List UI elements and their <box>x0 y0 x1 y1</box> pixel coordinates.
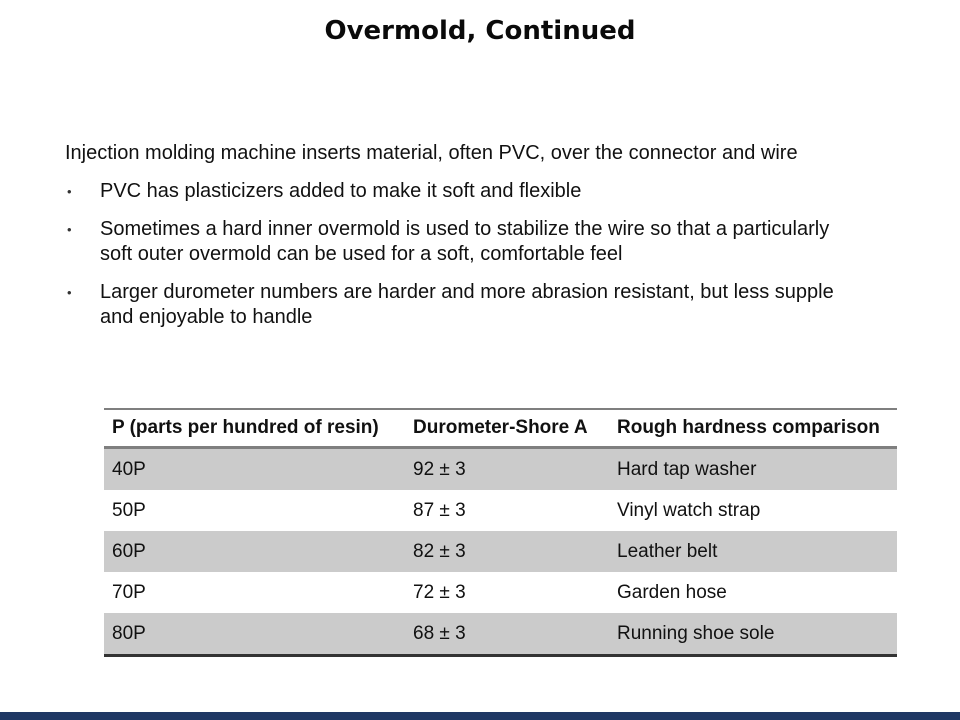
table-header-row <box>104 410 897 449</box>
table-header-cell-durometer: Durometer-Shore A <box>413 417 588 438</box>
table-header-cell-php: P (parts per hundred of resin) <box>112 417 379 438</box>
durometer-table <box>104 408 897 657</box>
table-cell: 70P <box>112 581 146 603</box>
table-cell: 68 ± 3 <box>413 622 466 644</box>
bullet-text: PVC has plasticizers added to make it soft and flexible <box>100 180 582 202</box>
table-cell: Vinyl watch strap <box>617 499 761 521</box>
slide-title: Overmold, Continued <box>324 16 636 46</box>
table-row <box>104 613 897 654</box>
table-cell: Running shoe sole <box>617 622 775 644</box>
table-row <box>104 490 897 531</box>
footer-accent-bar <box>0 712 960 720</box>
table-cell: Garden hose <box>617 581 727 603</box>
table-cell: 40P <box>112 458 146 480</box>
table-header-cell-comparison: Rough hardness comparison <box>617 417 880 438</box>
table-cell: Hard tap washer <box>617 458 757 480</box>
bullet-item <box>65 179 897 204</box>
intro-paragraph: Injection molding machine inserts material, often PVC, over the connector and wire <box>65 142 798 164</box>
table-cell: Leather belt <box>617 540 718 562</box>
bullet-item <box>65 217 897 267</box>
body-text-block <box>65 141 897 343</box>
table-cell: 60P <box>112 540 146 562</box>
table-cell: 50P <box>112 499 146 521</box>
bullet-text: Sometimes a hard inner overmold is used to stabilize the wire so that a particularly soft outer overmold can be used for a soft, comfortable feel <box>100 218 830 265</box>
table-row <box>104 531 897 572</box>
table-cell: 87 ± 3 <box>413 499 466 521</box>
table-row <box>104 449 897 490</box>
table-row <box>104 572 897 613</box>
table-cell: 92 ± 3 <box>413 458 466 480</box>
table-cell: 72 ± 3 <box>413 581 466 603</box>
bullet-item <box>65 280 897 330</box>
table-cell: 82 ± 3 <box>413 540 466 562</box>
bullet-icon: • <box>67 184 72 199</box>
bullet-text: Larger durometer numbers are harder and more abrasion resistant, but less supple and enjoyable to handle <box>100 281 834 328</box>
bullet-icon: • <box>67 222 72 237</box>
bullet-icon: • <box>67 285 72 300</box>
table-cell: 80P <box>112 622 146 644</box>
